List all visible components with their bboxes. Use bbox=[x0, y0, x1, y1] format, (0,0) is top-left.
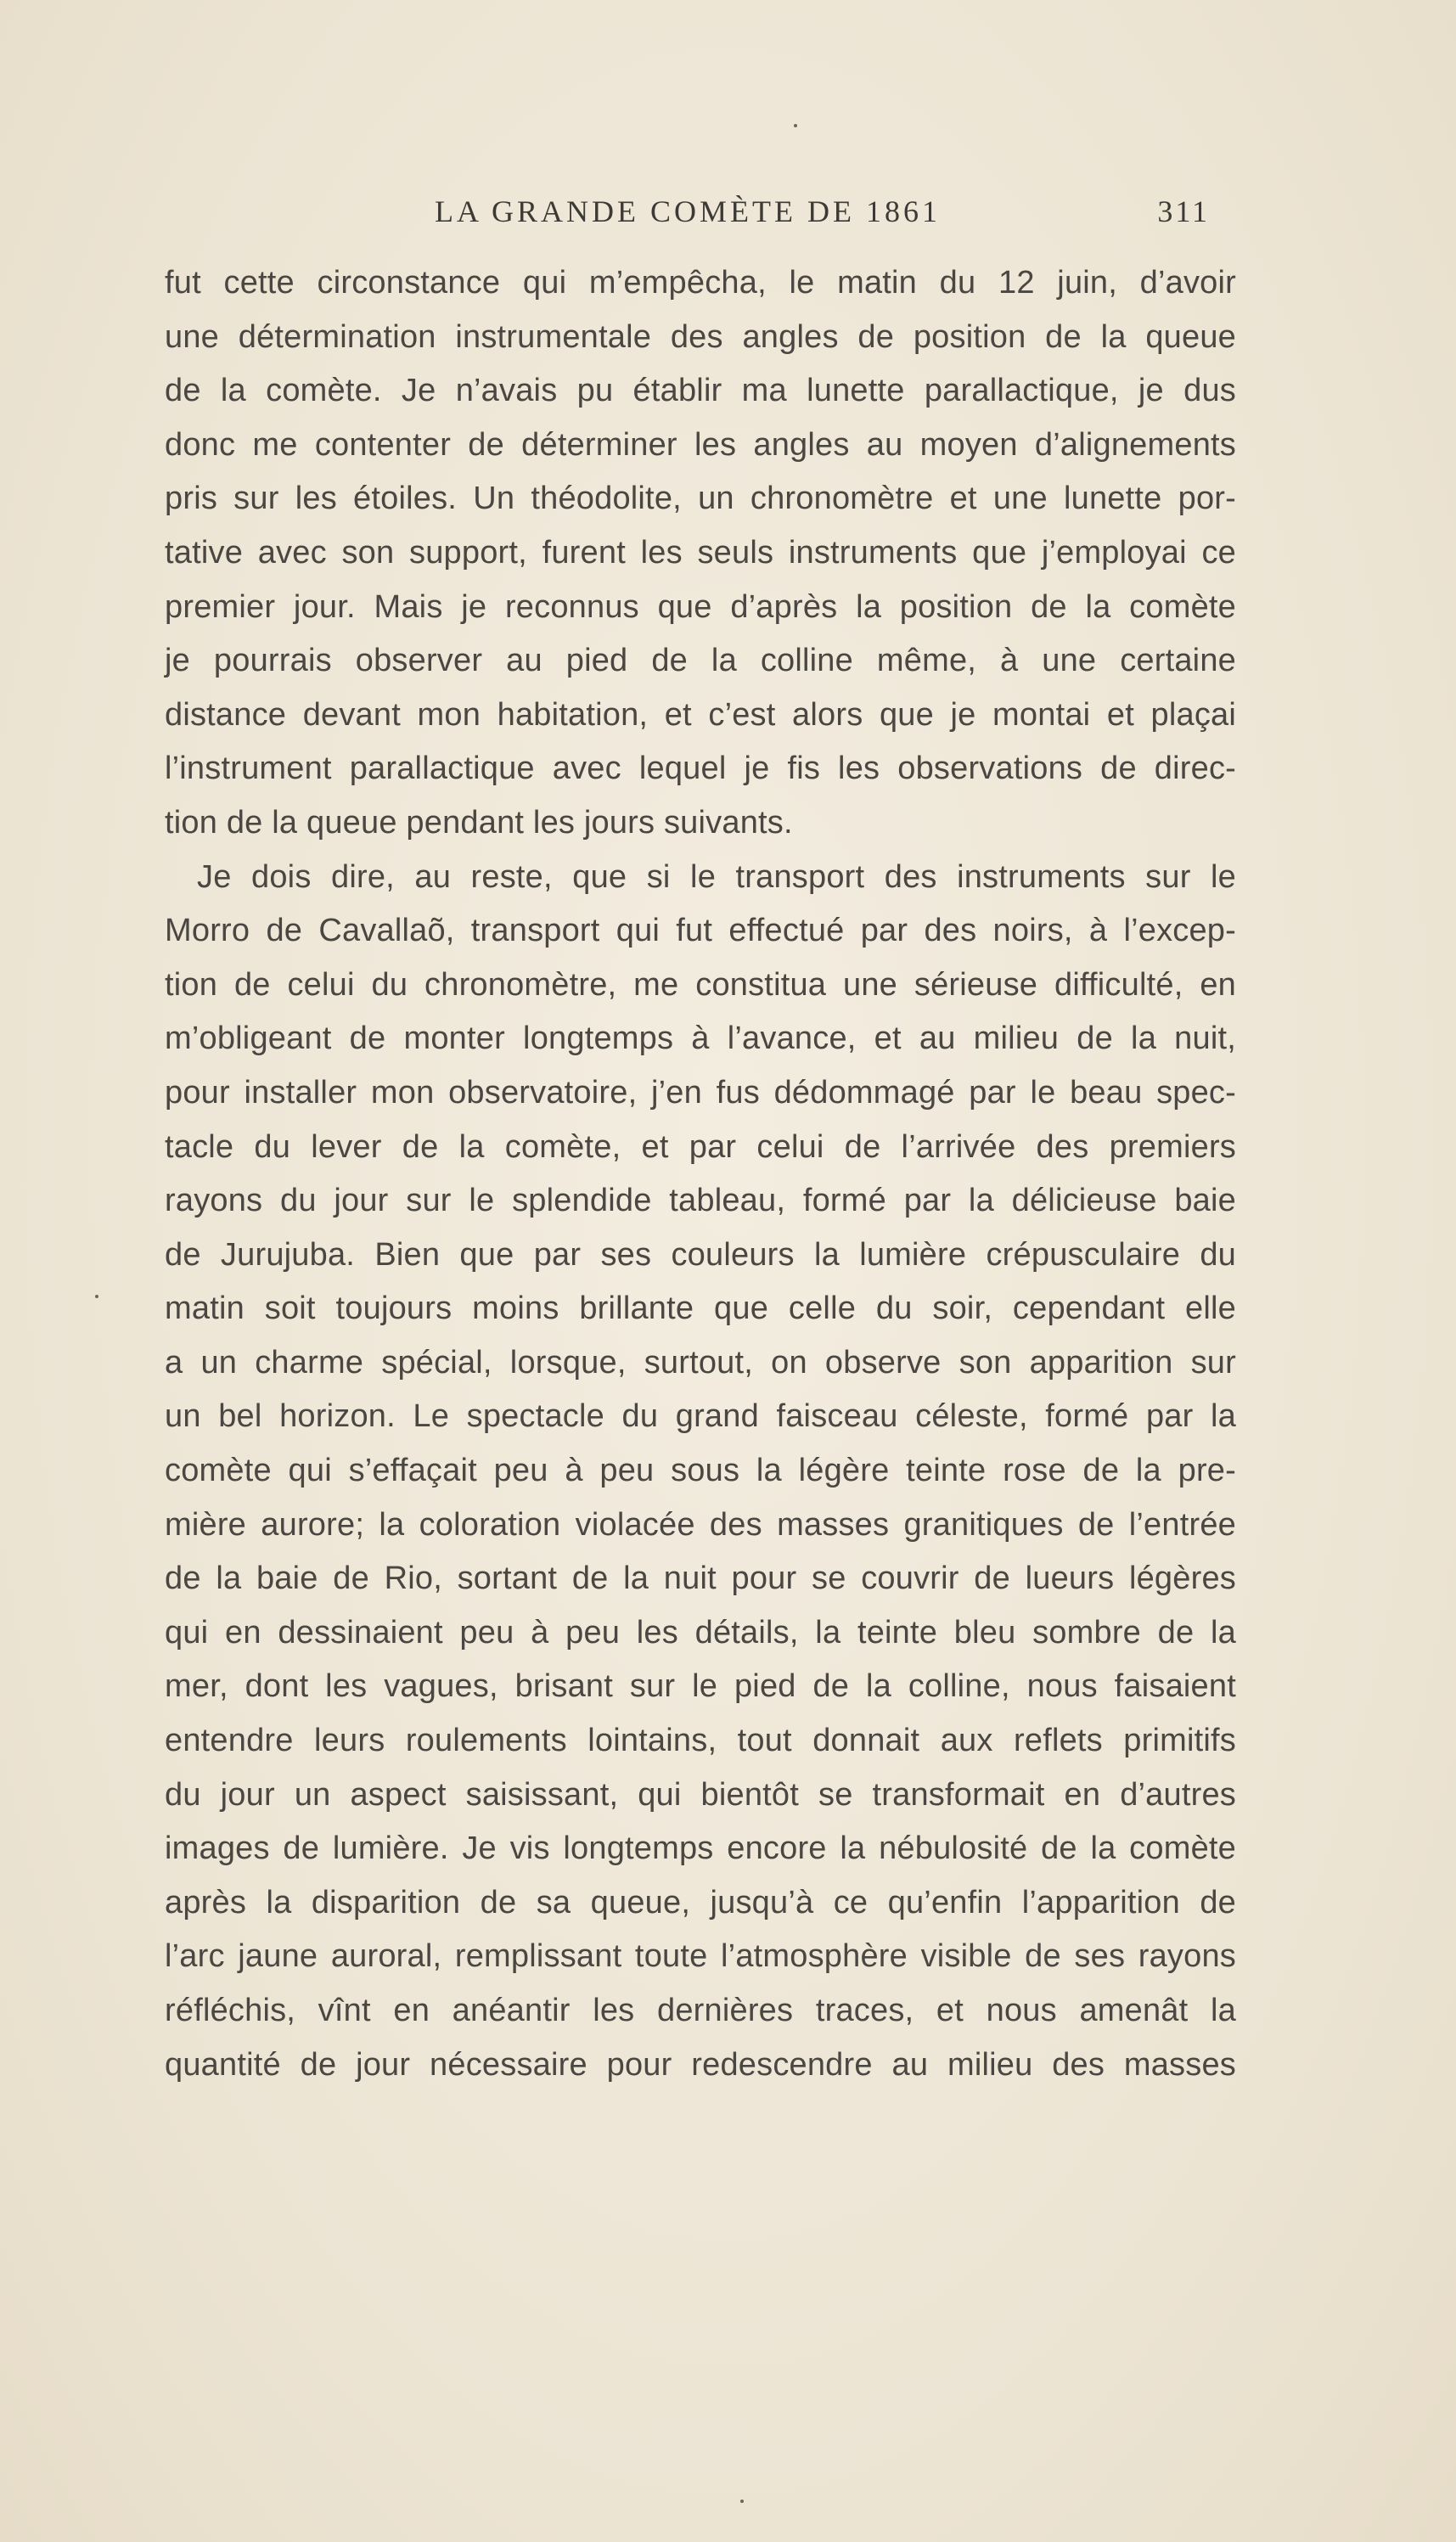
text-line: tion de la queue pendant les jours suivants. bbox=[165, 804, 793, 841]
text-line: de la comète. Je n’avais pu établir ma lunette parallactique, je dus bbox=[165, 373, 1236, 409]
text-line: l’arc jaune auroral, remplissant toute l’atmosphère visible de ses rayons bbox=[165, 1938, 1236, 1975]
text-line: rayons du jour sur le splendide tableau, formé par la délicieuse baie bbox=[165, 1183, 1236, 1219]
running-title: LA GRANDE COMÈTE DE 1861 bbox=[435, 194, 941, 228]
text-line: tative avec son support, furent les seuls instruments que j’employai ce bbox=[165, 534, 1236, 571]
text-line: mer, dont les vagues, brisant sur le pied de la colline, nous faisaient bbox=[165, 1668, 1236, 1705]
page-header bbox=[259, 194, 1210, 238]
text-line: après la disparition de sa queue, jusqu’à ce qu’enfin l’apparition de bbox=[165, 1884, 1236, 1921]
text-line: Je dois dire, au reste, que si le transport des instruments sur le bbox=[197, 858, 1236, 895]
text-line: entendre leurs roulements lointains, tout donnait aux reflets primitifs bbox=[165, 1723, 1236, 1759]
text-line: qui en dessinaient peu à peu les détails, la teinte bleu sombre de la bbox=[165, 1614, 1236, 1651]
text-line: matin soit toujours moins brillante que celle du soir, cependant elle bbox=[165, 1291, 1236, 1327]
text-line: Morro de Cavallaõ, transport qui fut effectué par des noirs, à l’excep- bbox=[165, 913, 1236, 949]
text-line: images de lumière. Je vis longtemps encore la nébulosité de la comète bbox=[165, 1831, 1236, 1867]
text-line: fut cette circonstance qui m’empêcha, le matin du 12 juin, d’avoir bbox=[165, 265, 1236, 301]
text-line: du jour un aspect saisissant, qui bientôt se transformait en d’autres bbox=[165, 1776, 1236, 1813]
text-line: tion de celui du chronomètre, me constitua une sérieuse difficulté, en bbox=[165, 966, 1236, 1003]
text-line: a un charme spécial, lorsque, surtout, on observe son apparition sur bbox=[165, 1344, 1236, 1381]
text-line: pris sur les étoiles. Un théodolite, un chronomètre et une lunette por- bbox=[165, 481, 1236, 517]
text-line: réfléchis, vînt en anéantir les dernières traces, et nous amenât la bbox=[165, 1993, 1236, 2028]
text-line: mière aurore; la coloration violacée des masses granitiques de l’entrée bbox=[165, 1506, 1236, 1543]
text-line: distance devant mon habitation, et c’est alors que je montai et plaçai bbox=[165, 696, 1236, 733]
paragraph bbox=[165, 256, 1236, 851]
text-line: une détermination instrumentale des angles de position de la queue bbox=[165, 318, 1236, 355]
paragraph bbox=[165, 851, 1236, 2093]
print-speck bbox=[794, 124, 797, 127]
text-line: premier jour. Mais je reconnus que d’après la position de la comète bbox=[165, 588, 1236, 625]
text-line: de Jurujuba. Bien que par ses couleurs la lumière crépusculaire du bbox=[165, 1236, 1236, 1273]
text-line: l’instrument parallactique avec lequel je fis les observations de direc- bbox=[165, 751, 1236, 787]
text-line: un bel horizon. Le spectacle du grand faisceau céleste, formé par la bbox=[165, 1398, 1236, 1435]
text-line: tacle du lever de la comète, et par celui de l’arrivée des premiers bbox=[165, 1128, 1236, 1165]
text-line: de la baie de Rio, sortant de la nuit pour se couvrir de lueurs légères bbox=[165, 1561, 1236, 1597]
body-text bbox=[165, 256, 1236, 2092]
print-speck bbox=[740, 2500, 744, 2503]
text-line: comète qui s’effaçait peu à peu sous la légère teinte rose de la pre- bbox=[165, 1453, 1236, 1489]
text-line: pour installer mon observatoire, j’en fus dédommagé par le beau spec- bbox=[165, 1074, 1236, 1111]
print-speck bbox=[95, 1295, 98, 1298]
text-line: donc me contenter de déterminer les angles au moyen d’alignements bbox=[165, 426, 1236, 463]
text-line: je pourrais observer au pied de la colline même, à une certaine bbox=[165, 643, 1236, 679]
text-line: quantité de jour nécessaire pour redescendre au milieu des masses bbox=[165, 2046, 1236, 2083]
text-line: m’obligeant de monter longtemps à l’avance, et au milieu de la nuit, bbox=[165, 1021, 1236, 1057]
page-number: 311 bbox=[1157, 194, 1210, 228]
